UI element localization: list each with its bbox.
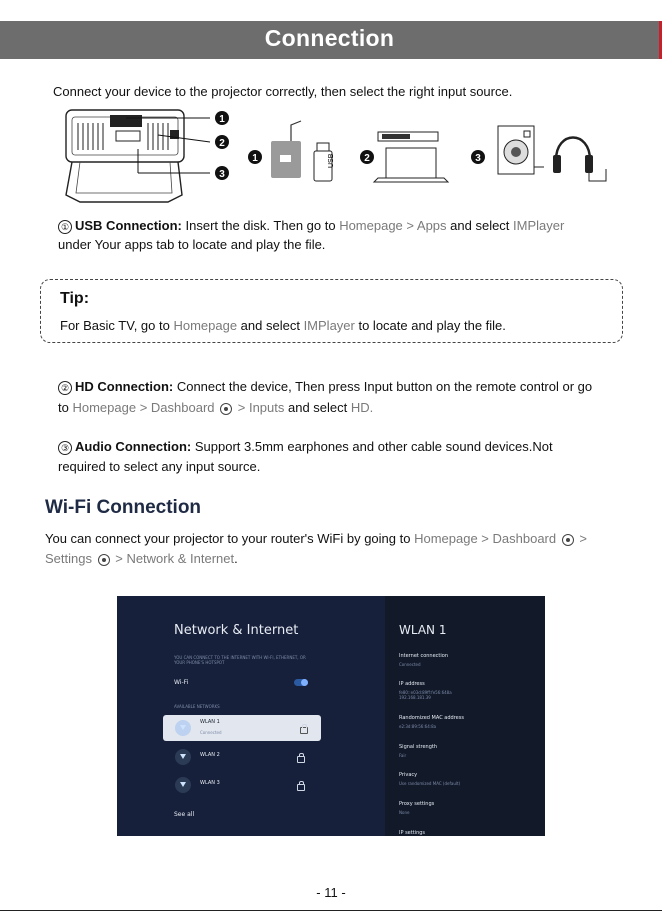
hd-dashboard: Dashboard bbox=[150, 400, 215, 415]
detail-title: WLAN 1 bbox=[399, 623, 447, 637]
detail-row[interactable] bbox=[399, 744, 437, 758]
wifi-icon bbox=[175, 777, 191, 793]
detail-label: Proxy settings bbox=[399, 801, 435, 807]
diagram-marker-1 bbox=[215, 111, 229, 125]
usb-text: Insert the disk. Then go to bbox=[181, 218, 340, 233]
wifi-heading: Wi-Fi Connection bbox=[45, 497, 202, 518]
audio-connection-line1 bbox=[58, 437, 553, 457]
wifi-icon bbox=[175, 749, 191, 765]
svg-text:3: 3 bbox=[219, 169, 225, 180]
svg-text:2: 2 bbox=[219, 138, 225, 149]
wifi-icon bbox=[175, 720, 191, 736]
separator: > bbox=[477, 531, 493, 546]
detail-row[interactable] bbox=[399, 681, 452, 700]
wifi-homepage: Homepage bbox=[414, 531, 478, 546]
diagram-marker-2b bbox=[360, 150, 374, 164]
hd-connection-line1 bbox=[58, 377, 592, 397]
detail-value: Use randomized MAC (default) bbox=[399, 781, 461, 786]
wifi-dashboard: Dashboard bbox=[492, 531, 557, 546]
detail-row[interactable] bbox=[399, 801, 434, 815]
wifi-toggle-knob bbox=[301, 679, 308, 686]
footer-rule bbox=[0, 910, 662, 911]
network-name: WLAN 2 bbox=[200, 752, 220, 758]
hd-inputs: Inputs bbox=[248, 400, 285, 415]
lock-icon bbox=[300, 727, 308, 734]
wifi-text-line1 bbox=[45, 529, 587, 549]
tip-text-1: For Basic TV, go to bbox=[60, 318, 174, 333]
diagram-marker-3b bbox=[471, 150, 485, 164]
detail-label: IP address bbox=[399, 681, 425, 687]
tip-implayer: IMPlayer bbox=[303, 318, 355, 333]
wifi-toggle[interactable] bbox=[294, 679, 308, 686]
separator: > bbox=[234, 400, 249, 415]
usb-title: USB Connection: bbox=[75, 218, 182, 233]
audio-connection-line2: required to select any input source. bbox=[58, 459, 261, 474]
intro-text: Connect your device to the projector correctly, then select the right input source. bbox=[53, 84, 513, 99]
separator: > bbox=[575, 531, 587, 546]
audio-text: Support 3.5mm earphones and other cable sound devices.Not bbox=[191, 439, 553, 454]
usb-text-2: and select bbox=[446, 218, 514, 233]
usb-stick-label: USB bbox=[328, 153, 335, 168]
detail-value: Fair bbox=[399, 753, 407, 758]
period: . bbox=[234, 551, 238, 566]
tip-text-2: and select bbox=[237, 318, 304, 333]
detail-value: fe80::e03d:89ff:fe56:648a 192.168.181.39 bbox=[399, 690, 452, 700]
settings-gear-icon bbox=[98, 554, 110, 566]
homepage-link: Homepage bbox=[339, 218, 403, 233]
tip-title: Tip: bbox=[60, 290, 90, 307]
hd-homepage: Homepage bbox=[72, 400, 137, 415]
page-title: Connection bbox=[264, 25, 395, 51]
detail-label: Signal strength bbox=[399, 744, 438, 750]
hd-connection-line2 bbox=[58, 398, 373, 418]
network-status: Connected bbox=[200, 730, 222, 735]
network-settings-screenshot bbox=[117, 596, 545, 836]
wifi-network-internet: Network & Internet bbox=[126, 551, 235, 566]
diagram-marker-3 bbox=[215, 166, 229, 180]
detail-label: Internet connection bbox=[399, 653, 448, 659]
diagram-marker-1b bbox=[248, 150, 262, 164]
svg-text:3: 3 bbox=[475, 153, 481, 164]
network-item-wlan2[interactable] bbox=[163, 744, 321, 770]
hd-text: Connect the device, Then press Input button on the remote control or go bbox=[173, 379, 593, 394]
see-all-link[interactable]: See all bbox=[174, 811, 195, 818]
separator: > bbox=[111, 551, 127, 566]
separator: > bbox=[402, 218, 417, 233]
hd-text-2: and select bbox=[284, 400, 351, 415]
detail-label: Privacy bbox=[399, 772, 418, 778]
network-name: WLAN 1 bbox=[200, 719, 220, 725]
detail-value: e2:3d:89:56:64:8a bbox=[399, 724, 437, 729]
connection-diagram bbox=[58, 105, 618, 210]
network-item-wlan1[interactable] bbox=[163, 715, 321, 741]
wifi-text: You can connect your projector to your router's WiFi by going to bbox=[45, 531, 415, 546]
implayer-link: IMPlayer bbox=[513, 218, 565, 233]
detail-value: None bbox=[399, 810, 410, 815]
network-list-panel bbox=[117, 596, 385, 836]
detail-row[interactable] bbox=[399, 653, 448, 667]
wifi-toggle-label: Wi-Fi bbox=[174, 679, 189, 686]
detail-row[interactable] bbox=[399, 772, 460, 786]
hd-title: HD Connection: bbox=[75, 379, 174, 394]
tip-homepage: Homepage bbox=[173, 318, 238, 333]
settings-gear-icon bbox=[220, 403, 232, 415]
svg-text:1: 1 bbox=[252, 153, 258, 164]
network-item-wlan3[interactable] bbox=[163, 772, 321, 798]
screen-description: YOU CAN CONNECT TO THE INTERNET WITH WI-FI, ETHERNET, OR YOUR PHONE'S HOTSPOT bbox=[174, 655, 306, 665]
tip-text bbox=[60, 316, 506, 336]
svg-text:1: 1 bbox=[219, 114, 225, 125]
detail-row[interactable] bbox=[399, 715, 464, 729]
number-1-icon: ① bbox=[58, 220, 72, 234]
network-detail-panel bbox=[385, 596, 545, 836]
separator: > bbox=[136, 400, 151, 415]
usb-connection-line2: under Your apps tab to locate and play the file. bbox=[58, 237, 326, 252]
network-name: WLAN 3 bbox=[200, 780, 220, 786]
wifi-settings: Settings bbox=[45, 551, 92, 566]
lock-icon bbox=[297, 756, 305, 763]
number-3-icon: ③ bbox=[58, 441, 72, 455]
tip-text-3: to locate and play the file. bbox=[354, 318, 506, 333]
detail-value: Connected bbox=[399, 662, 421, 667]
hd-to: to bbox=[58, 400, 73, 415]
detail-label: IP settings bbox=[399, 830, 426, 836]
apps-link: Apps bbox=[416, 218, 447, 233]
diagram-marker-2 bbox=[215, 135, 229, 149]
diagram-illustration bbox=[58, 105, 618, 210]
lock-icon bbox=[297, 784, 305, 791]
screen-title: Network & Internet bbox=[174, 623, 299, 638]
detail-row[interactable] bbox=[399, 830, 425, 836]
settings-gear-icon bbox=[562, 534, 574, 546]
hd-source: HD bbox=[350, 400, 370, 415]
usb-connection-line1 bbox=[58, 216, 564, 236]
available-networks-label: AVAILABLE NETWORKS bbox=[174, 704, 220, 709]
period: . bbox=[369, 400, 374, 415]
svg-text:2: 2 bbox=[364, 153, 370, 164]
audio-title: Audio Connection: bbox=[75, 439, 192, 454]
page-number: - 11 - bbox=[316, 885, 346, 900]
header-bar bbox=[0, 21, 662, 59]
number-2-icon: ② bbox=[58, 381, 72, 395]
wifi-text-line2 bbox=[45, 549, 238, 569]
detail-label: Randomized MAC address bbox=[399, 715, 464, 721]
